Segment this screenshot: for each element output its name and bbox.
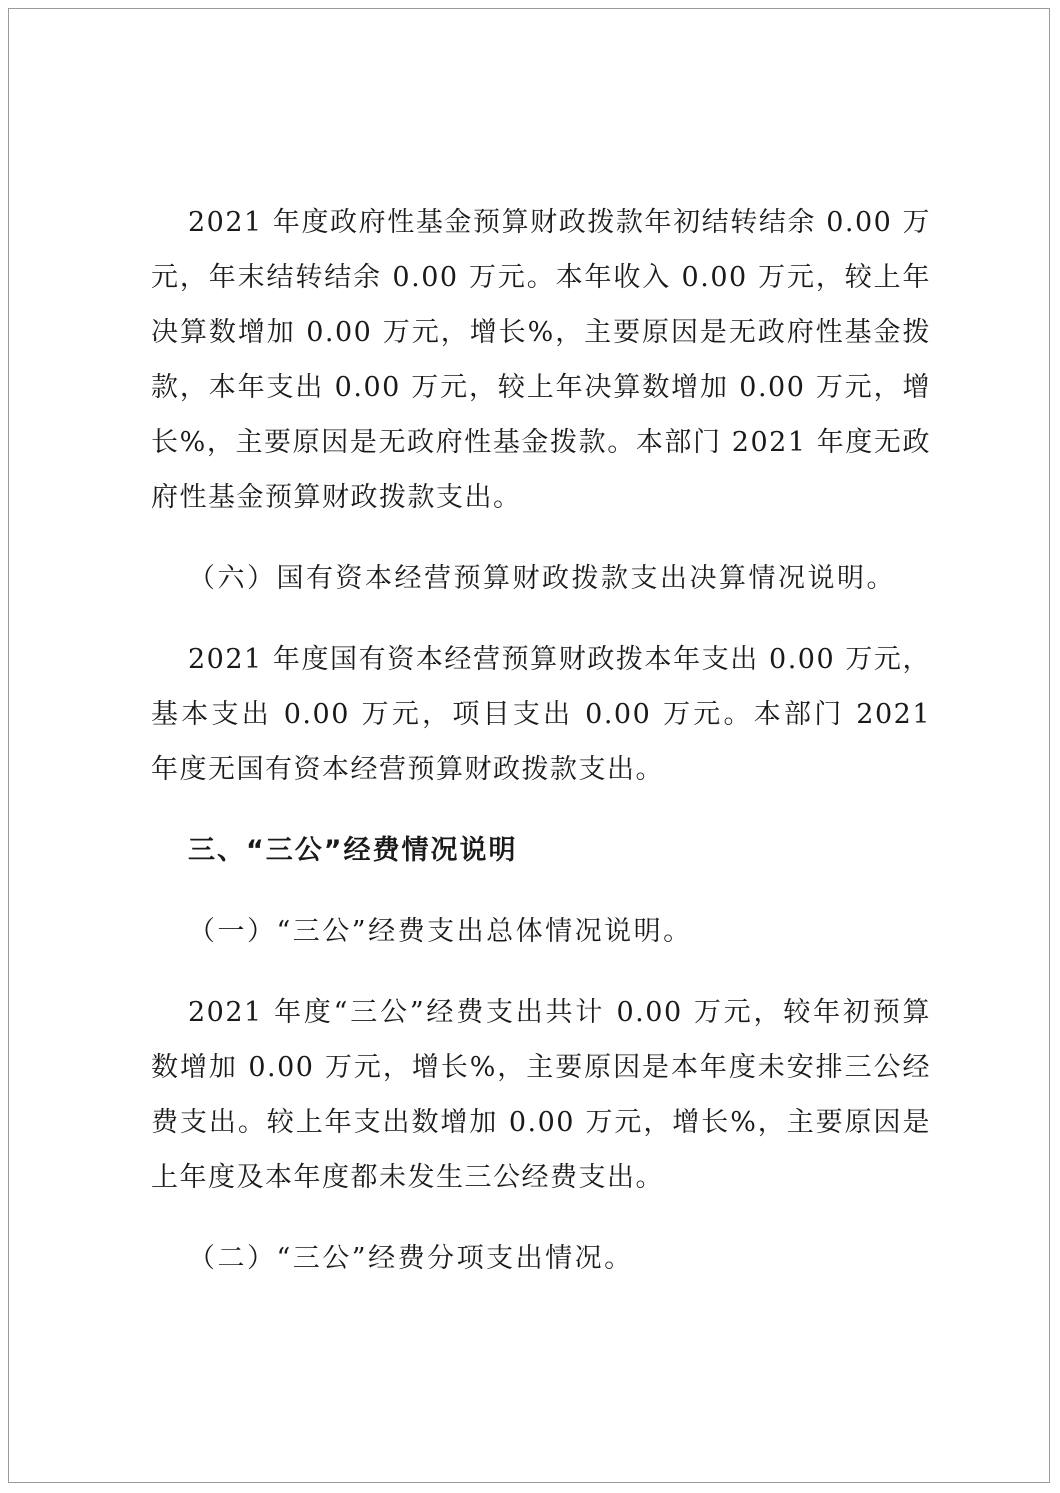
- subheading-state-capital: （六）国有资本经营预算财政拨款支出决算情况说明。: [188, 563, 896, 594]
- subheading-three-public-itemized: （二）“三公”经费分项支出情况。: [188, 1243, 634, 1274]
- paragraph-state-capital: 2021 年度国有资本经营预算财政拨本年支出 0.00 万元，基本支出 0.00 万元，项目支出 0.00 万元。本部门 2021 年度无国有资本经营预算财政拨款支出。: [151, 644, 931, 785]
- document-page: [8, 8, 1050, 1483]
- document-body: [151, 195, 931, 1286]
- paragraph-three-public-overall: 2021 年度“三公”经费支出共计 0.00 万元，较年初预算数增加 0.00 万元，增长%，主要原因是本年度未安排三公经费支出。较上年支出数增加 0.00 万元，增长%，主要原因是上年度及本年度都未发生三公经费支出。: [151, 997, 931, 1193]
- section-heading-three-public: 三、“三公”经费情况说明: [188, 835, 518, 866]
- paragraph-government-fund: 2021 年度政府性基金预算财政拨款年初结转结余 0.00 万元，年末结转结余 0.00 万元。本年收入 0.00 万元，较上年决算数增加 0.00 万元，增长%，主要原因是无政府性基金拨款，本年支出 0.00 万元，较上年决算数增加 0.00 万元，增长%，主要原因是无政府性基金拨款。本部门 2021 年度无政府性基金预算财政拨款支出。: [151, 207, 931, 513]
- subheading-three-public-overall: （一）“三公”经费支出总体情况说明。: [188, 916, 693, 947]
